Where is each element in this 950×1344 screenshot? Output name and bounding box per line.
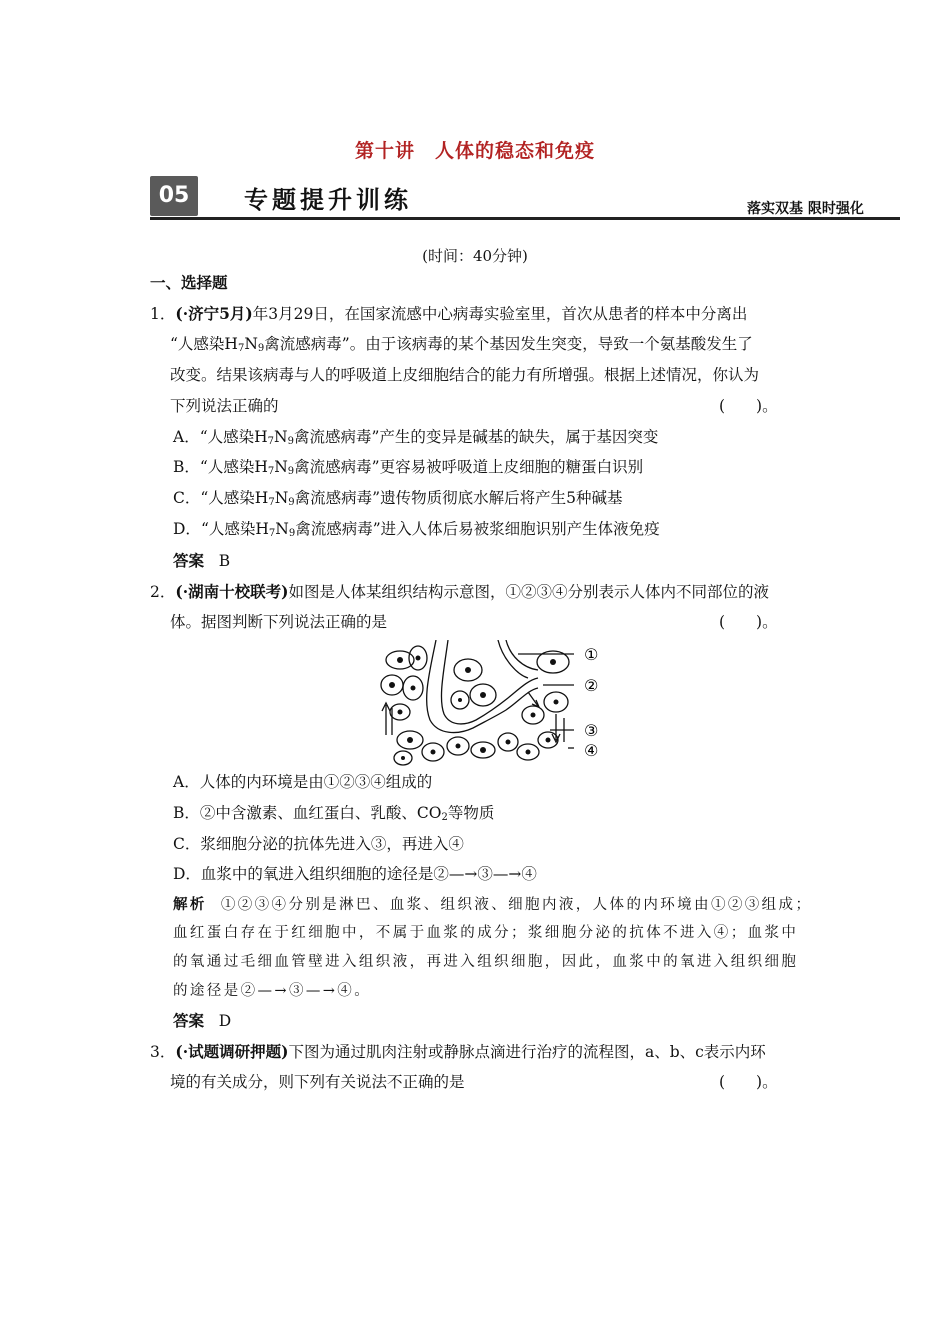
section-badge: 05: [150, 176, 198, 216]
banner-rule: [150, 217, 900, 220]
q1-answer: 答案 B: [173, 551, 231, 570]
tissue-structure-diagram: [378, 640, 608, 770]
q2-option-a[interactable]: A．人体的内环境是由①②③④组成的: [173, 773, 433, 791]
q1-source: (·济宁5月): [175, 304, 253, 323]
q2-analysis-line3: 的氧通过毛细血管壁进入组织液，再进入组织细胞，因此，血浆中的氧进入组织细胞: [173, 954, 799, 970]
q2-analysis-line4: 的途径是②—→③—→④。: [173, 983, 372, 999]
q2-option-b[interactable]: B．②中含激素、血红蛋白、乳酸、$CO_2$等物质: [173, 804, 495, 823]
q1-option-b[interactable]: B．“人感染$H_7N_9$禽流感病毒”更容易被呼吸道上皮细胞的糖蛋白识别: [173, 458, 644, 477]
q3-line1: 3．(·试题调研押题)下图为通过肌肉注射或静脉点滴进行治疗的流程图，a、b、c表示内环: [150, 1042, 766, 1061]
q2-analysis-line2: 血红蛋白存在于红细胞中，不属于血浆的成分；浆细胞分泌的抗体不进入④；血浆中: [173, 925, 799, 941]
q2-answer: 答案 D: [173, 1011, 232, 1030]
figure-label-1: ①: [584, 645, 599, 664]
q2-option-d[interactable]: D．血浆中的氧进入组织细胞的途径是②—→③—→④: [173, 865, 537, 883]
figure-label-4: ④: [584, 741, 599, 760]
figure-label-3: ③: [584, 721, 599, 740]
q1-number: 1．: [150, 305, 176, 323]
q1-line4: 下列说法正确的: [170, 397, 279, 415]
q1-answer-paren: ( )。: [719, 397, 778, 415]
q2-answer-paren: ( )。: [719, 613, 778, 631]
q2-option-c[interactable]: C．浆细胞分泌的抗体先进入③，再进入④: [173, 835, 464, 853]
banner-title: 专题提升训练: [244, 186, 412, 214]
q3-answer-paren: ( )。: [719, 1073, 778, 1091]
q1-option-d[interactable]: D．“人感染$H_7N_9$禽流感病毒”进入人体后易被浆细胞识别产生体液免疫: [173, 520, 660, 539]
q1-line3: 改变。结果该病毒与人的呼吸道上皮细胞结合的能力有所增强。根据上述情况，你认为: [170, 366, 760, 384]
q2-line2: 体。据图判断下列说法正确的是: [170, 613, 388, 631]
lecture-title: 第十讲 人体的稳态和免疫: [354, 140, 595, 162]
banner-subtitle: 落实双基 限时强化: [747, 201, 864, 217]
q2-line1: 2．(·湖南十校联考)如图是人体某组织结构示意图，①②③④分别表示人体内不同部位的液: [150, 582, 769, 601]
q1-line1: 1．(·济宁5月)年3月29日，在国家流感中心病毒实验室里，首次从患者的样本中分离出: [150, 304, 748, 323]
section-title: 一、选择题: [150, 273, 228, 292]
time-limit: (时间：40分钟): [422, 247, 528, 265]
figure-label-2: ②: [584, 676, 599, 695]
q1-line2: “人感染$H_7N_9$禽流感病毒”。由于该病毒的某个基因发生突变，导致一个氨基酸发生了: [170, 335, 753, 354]
q3-line2: 境的有关成分，则下列有关说法不正确的是: [170, 1073, 465, 1091]
q2-analysis-line1: 解析 ①②③④分别是淋巴、血浆、组织液、细胞内液，人体的内环境由①②③组成；: [173, 896, 813, 913]
q1-option-a[interactable]: A．“人感染$H_7N_9$禽流感病毒”产生的变异是碱基的缺失，属于基因突变: [173, 428, 659, 447]
q1-option-c[interactable]: C．“人感染$H_7N_9$禽流感病毒”遗传物质彻底水解后将产生5种碱基: [173, 489, 623, 508]
